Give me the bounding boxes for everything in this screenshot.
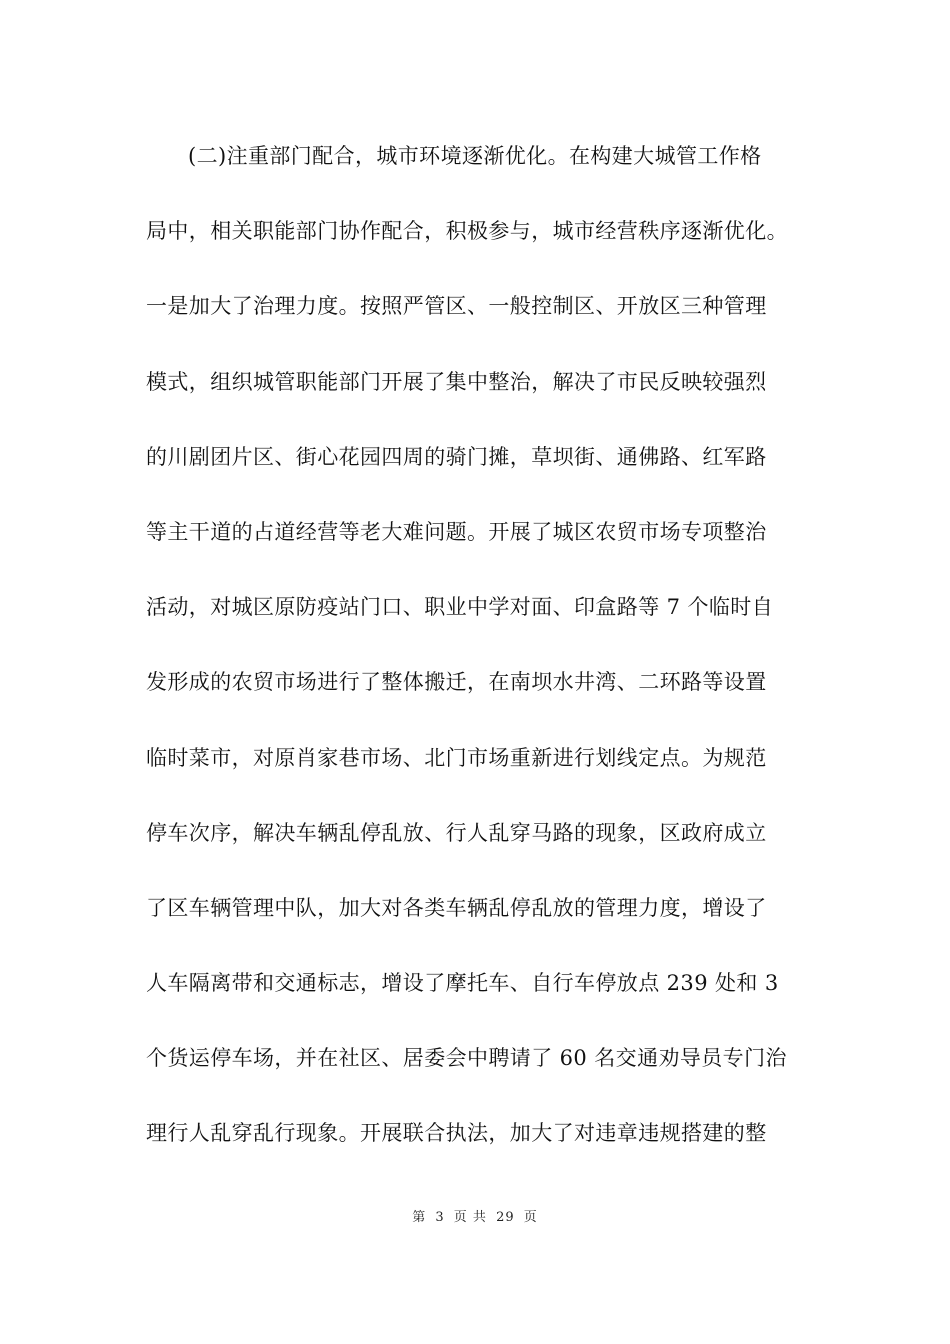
text-line: 理行人乱穿乱行现象。开展联合执法，加大了对违章违规搭建的整 [146,1121,767,1146]
body-text [146,132,816,1185]
text-line: 发形成的农贸市场进行了整体搬迁，在南坝水井湾、二环路等设置 [146,670,767,695]
footer-middle: 页 共 [453,1210,487,1225]
text-line: 的川剧团片区、街心花园四周的骑门摊，草坝街、通佛路、红军路 [146,444,767,469]
text-line: 了区车辆管理中队，加大对各类车辆乱停乱放的管理力度，增设了 [146,895,767,920]
text-line: 一是加大了治理力度。按照严管区、一般控制区、开放区三种管理 [146,294,767,319]
footer-prefix: 第 [412,1210,427,1225]
text-line: 活动，对城区原防疫站门口、职业中学对面、印盒路等 7 个临时自 [146,595,774,620]
text-line: 停车次序，解决车辆乱停乱放、行人乱穿马路的现象，区政府成立 [146,820,767,845]
footer-total-pages: 29 [496,1210,515,1225]
text-line: 局中，相关职能部门协作配合，积极参与，城市经营秩序逐渐优化。 [146,219,788,244]
text-line: 人车隔离带和交通标志，增设了摩托车、自行车停放点 239 处和 3 [146,971,779,996]
text-line: 临时菜市，对原肖家巷市场、北门市场重新进行划线定点。为规范 [146,745,767,770]
text-line: (二)注重部门配合，城市环境逐渐优化。在构建大城管工作格 [188,144,762,168]
page-footer [0,1206,950,1225]
text-line: 模式，组织城管职能部门开展了集中整治，解决了市民反映较强烈 [146,369,767,394]
text-line: 个货运停车场，并在社区、居委会中聘请了 60 名交通劝导员专门治 [146,1046,787,1071]
footer-current-page: 3 [435,1210,445,1225]
footer-suffix: 页 [523,1210,538,1225]
text-line: 等主干道的占道经营等老大难问题。开展了城区农贸市场专项整治 [146,519,767,544]
